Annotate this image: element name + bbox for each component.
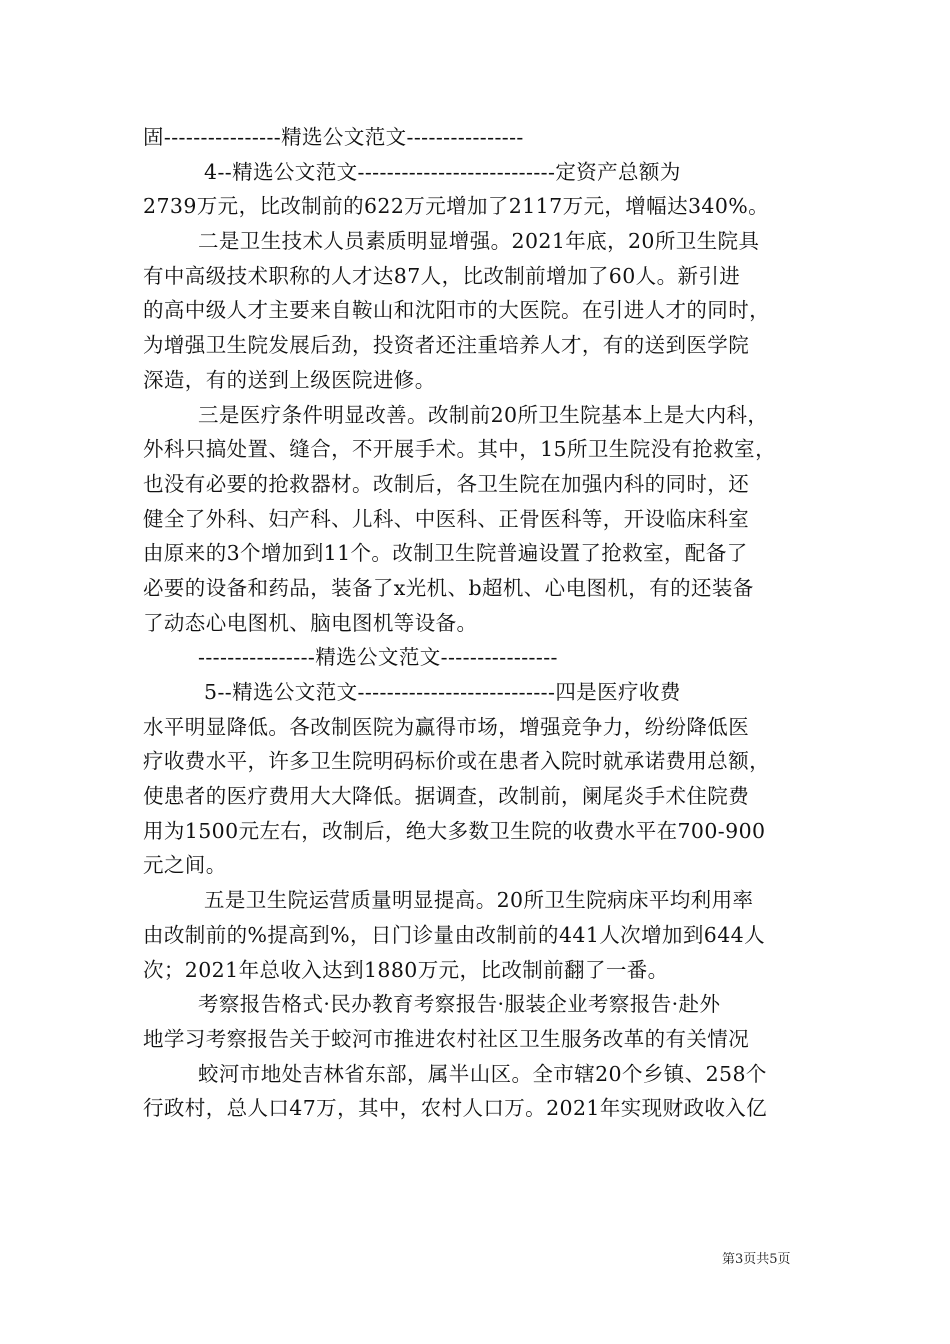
text-line: 为增强卫生院发展后劲，投资者还注重培养人才，有的送到医学院 [143,333,750,358]
text-line: 4--精选公文范文---------------------------定资产总额为 [204,159,681,184]
text-line: 了动态心电图机、脑电图机等设备。 [143,610,478,635]
text-line: 外科只搞处置、缝合，不开展手术。其中，15所卫生院没有抢救室， [143,437,776,462]
text-line: 5--精选公文范文---------------------------四是医疗收费 [204,680,681,704]
text-line: 疗收费水平，许多卫生院明码标价或在患者入院时就承诺费用总额， [143,749,770,774]
text-line: 蛟河市地处吉林省东部，属半山区。全市辖20个乡镇、258个 [198,1061,767,1086]
text-line: 2739万元，比改制前的622万元增加了2117万元，增幅达340%。 [143,194,770,219]
text-line: 元之间。 [143,853,227,878]
text-line: 用为1500元左右，改制后，绝大多数卫生院的收费水平在700-900 [143,818,766,843]
text-line: 有中高级技术职称的人才达87人，比改制前增加了60人。新引进 [143,263,741,288]
text-line: 使患者的医疗费用大大降低。据调查，改制前，阑尾炎手术住院费 [143,784,750,809]
text-line: 五是卫生院运营质量明显提高。20所卫生院病床平均利用率 [204,888,754,913]
text-line: 健全了外科、妇产科、儿科、中医科、正骨医科等，开设临床科室 [143,506,750,531]
text-line: 次；2021年总收入达到1880万元，比改制前翻了一番。 [143,957,669,982]
text-line: 考察报告格式·民办教育考察报告·服装企业考察报告·赴外 [198,992,721,1017]
text-line: 的高中级人才主要来自鞍山和沈阳市的大医院。在引进人才的同时， [143,298,770,323]
page-number: 第3页共5页 [722,1252,791,1267]
text-line: 深造，有的送到上级医院进修。 [143,367,436,392]
text-line: 地学习考察报告关于蛟河市推进农村社区卫生服务改革的有关情况 [143,1026,750,1051]
text-line: 也没有必要的抢救器材。改制后，各卫生院在加强内科的同时，还 [143,471,750,496]
text-line: 二是卫生技术人员素质明显增强。2021年底，20所卫生院具 [198,229,760,254]
separator-line: ----------------精选公文范文---------------- [198,645,558,670]
text-line: 固----------------精选公文范文---------------- [143,125,524,149]
text-line: 由原来的3个增加到11个。改制卫生院普遍设置了抢救室，配备了 [143,541,748,566]
text-line: 由改制前的%提高到%，日门诊量由改制前的441人次增加到644人 [143,922,766,947]
text-line: 必要的设备和药品，装备了x光机、b超机、心电图机，有的还装备 [143,575,754,600]
text-line: 水平明显降低。各改制医院为赢得市场，增强竞争力，纷纷降低医 [143,714,750,739]
document-body [143,120,808,1126]
text-line: 行政村，总人口47万，其中，农村人口万。2021年实现财政收入亿 [143,1096,768,1121]
text-line: 三是医疗条件明显改善。改制前20所卫生院基本上是大内科， [198,402,769,427]
